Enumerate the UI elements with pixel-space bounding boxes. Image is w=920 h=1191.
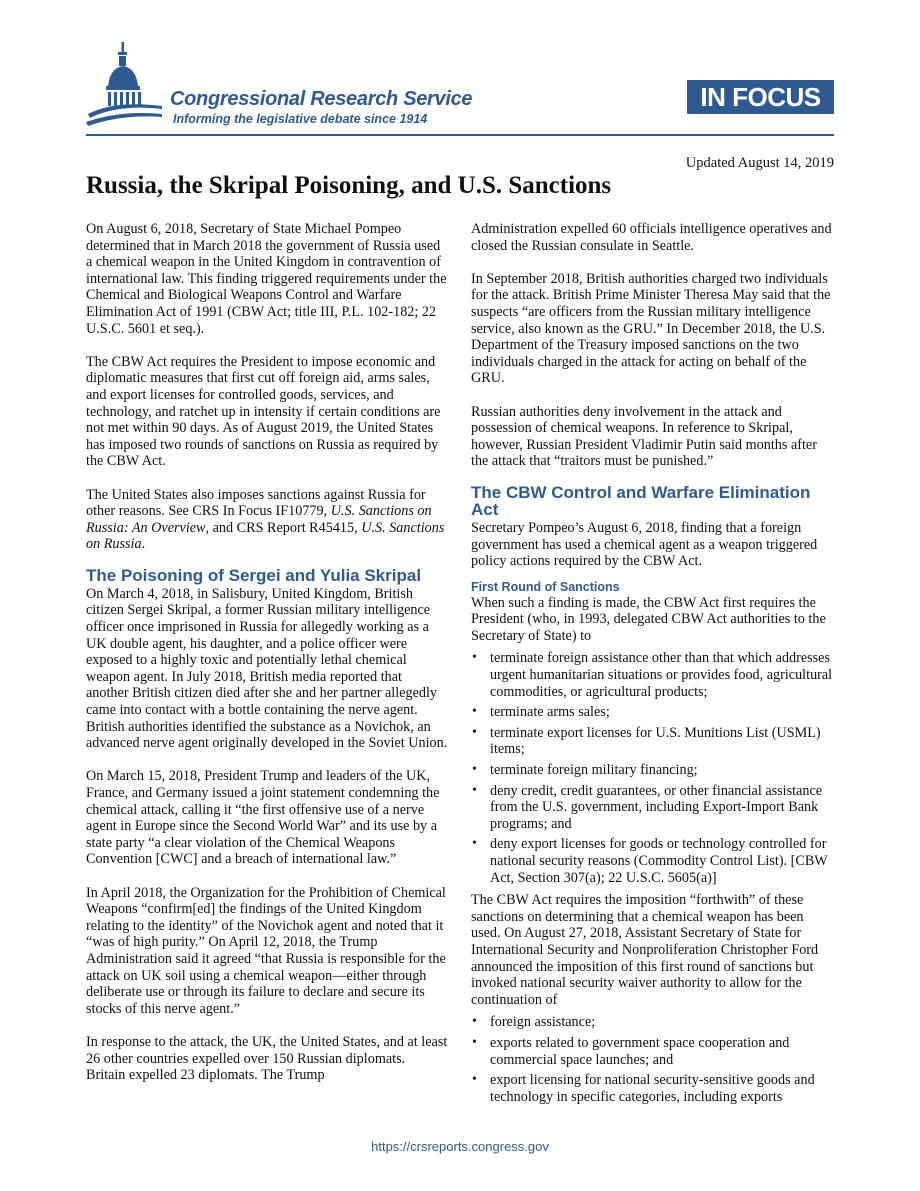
list-item: • deny credit, credit guarantees, or other financial assistance from the U.S. government, including Export-Import Bank programs; and (471, 783, 833, 833)
right-column (471, 221, 833, 1111)
paragraph-text: , and CRS Report R45415, (205, 519, 362, 536)
list-item: • terminate foreign assistance other than that which addresses urgent humanitarian situations or provides food, agricultural commodities, or agricultural products; (471, 650, 833, 700)
paragraph: Administration expelled 60 officials intelligence operatives and closed the Russian consulate in Seattle. (471, 221, 832, 254)
updated-date: Updated August 14, 2019 (685, 155, 834, 171)
in-focus-badge: IN FOCUS (687, 80, 834, 114)
report-header (86, 40, 834, 135)
list-item: • terminate arms sales; (471, 704, 833, 721)
paragraph: In April 2018, the Organization for the Prohibition of Chemical Weapons “confirm[ed] the findings of the United Kingdom relating to the identity” of the Novichok agent and noted that it “was of high purity.” On April 12, 2018, the Trump Administration said it agreed “that Russia is responsible for the attack on UK soil using a chemical weapon—either through deliberate use or through its failure to declare and secure its stocks of this nerve agent.” (86, 884, 446, 1017)
left-column (86, 221, 448, 1100)
paragraph: Russian authorities deny involvement in the attack and possession of chemical weapons. In reference to Skripal, however, Russian President Vladimir Putin said months after the attack that “traitors must be punished.” (471, 403, 817, 470)
paragraph (86, 487, 448, 553)
paragraph: In response to the attack, the UK, the United States, and at least 26 other countries expelled over 150 Russian diplomats. Britain expelled 23 diplomats. The Trump (86, 1033, 448, 1084)
footer-url-link[interactable]: https://crsreports.congress.gov (371, 1139, 549, 1154)
org-name: Congressional Research Service (170, 88, 473, 110)
paragraph: On March 4, 2018, in Salisbury, United Kingdom, British citizen Sergei Skripal, a former Russian military intelligence officer once imprisoned in Russia for allegedly working as a UK double agent, his daughter, and a police officer were exposed to a highly toxic and potentially lethal chemical weapon agent. In July 2018, British media reported that another British citizen died after she and her partner allegedly came into contact with a bottle containing the nerve agent. British authorities identified the substance as a Novichok, an advanced nerve agent originally developed in the Soviet Union. (86, 585, 448, 752)
subsection-heading: First Round of Sanctions (471, 579, 620, 594)
list-item: • exports related to government space cooperation and commercial space launches; and (471, 1035, 833, 1068)
paragraph: Secretary Pompeo’s August 6, 2018, finding that a foreign government has used a chemical agent as a weapon triggered policy actions required by the CBW Act. (471, 519, 818, 570)
section-heading: The CBW Control and Warfare Elimination Act (471, 482, 811, 519)
report-title-link[interactable]: U.S. Sanctions on Russia (86, 519, 445, 553)
list-item: • foreign assistance; (471, 1014, 833, 1031)
paragraph: The CBW Act requires the imposition “forthwith” of these sanctions on determining that a chemical weapon has been used. On August 27, 2018, Assistant Secretary of State for International Security and Nonproliferation Christopher Ford announced the imposition of this first round of sanctions but invoked national security waiver authority to allow for the continuation of (471, 892, 819, 1008)
org-tagline: Informing the legislative debate since 1914 (173, 112, 428, 126)
paragraph: On March 15, 2018, President Trump and leaders of the UK, France, and Germany issued a joint statement condemning the chemical attack, calling it “the first offensive use of a nerve agent in Europe since the Second World War” and its use by a state party “a clear violation of the Chemical Weapons Convention [CWC] and a breach of international law.” (86, 768, 440, 868)
list-item: • terminate foreign military financing; (471, 762, 833, 779)
paragraph: The CBW Act requires the President to impose economic and diplomatic measures that first cut off foreign aid, arms sales, and export licenses for controlled goods, services, and technology, and ratchet up in intensity if certain conditions are not met within 90 days. As of August 2019, the United States has imposed two rounds of sanctions on Russia as required by the CBW Act. (86, 353, 441, 470)
paragraph-text: . (141, 536, 146, 553)
header-rule (86, 134, 834, 136)
section-heading: The Poisoning of Sergei and Yulia Skripal (86, 565, 422, 585)
waiver-list (471, 1014, 833, 1105)
paragraph: On August 6, 2018, Secretary of State Michael Pompeo determined that in March 2018 the government of Russia used a chemical weapon in the United Kingdom in contravention of international law. This finding triggered requirements under the Chemical and Biological Weapons Control and Warfare Elimination Act of 1991 (CBW Act; title III, P.L. 102-182; 22 U.S.C. 5601 et seq.). (86, 221, 447, 337)
list-item: • deny export licenses for goods or technology controlled for national security reasons (Commodity Control List). [CBW Act, Section 307(a); 22 U.S.C. 5605(a)] (471, 836, 833, 886)
list-item: • export licensing for national security-sensitive goods and technology in specific categories, including exports (471, 1072, 833, 1105)
paragraph: When such a finding is made, the CBW Act first requires the President (who, in 1993, delegated CBW Act authorities to the Secretary of State) to (471, 594, 826, 644)
list-item: • terminate export licenses for U.S. Munitions List (USML) items; (471, 725, 833, 758)
report-title-link[interactable]: U.S. Sanctions on Russia: An Overview (86, 503, 432, 536)
paragraph: In September 2018, British authorities charged two individuals for the attack. British Prime Minister Theresa May said that the suspects “are officers from the Russian military intelligence service, also known as the GRU.” In December 2018, the U.S. Department of the Treasury imposed sanctions on the two individuals charged in the attack for acting on behalf of the GRU. (471, 270, 831, 387)
page-title: Russia, the Skripal Poisoning, and U.S. Sanctions (86, 172, 612, 199)
capitol-dome-logo-icon (86, 40, 166, 132)
paragraph-text: The United States also imposes sanctions against Russia for other reasons. See CRS In Focus IF10779, (86, 486, 426, 520)
sanctions-list (471, 650, 833, 886)
